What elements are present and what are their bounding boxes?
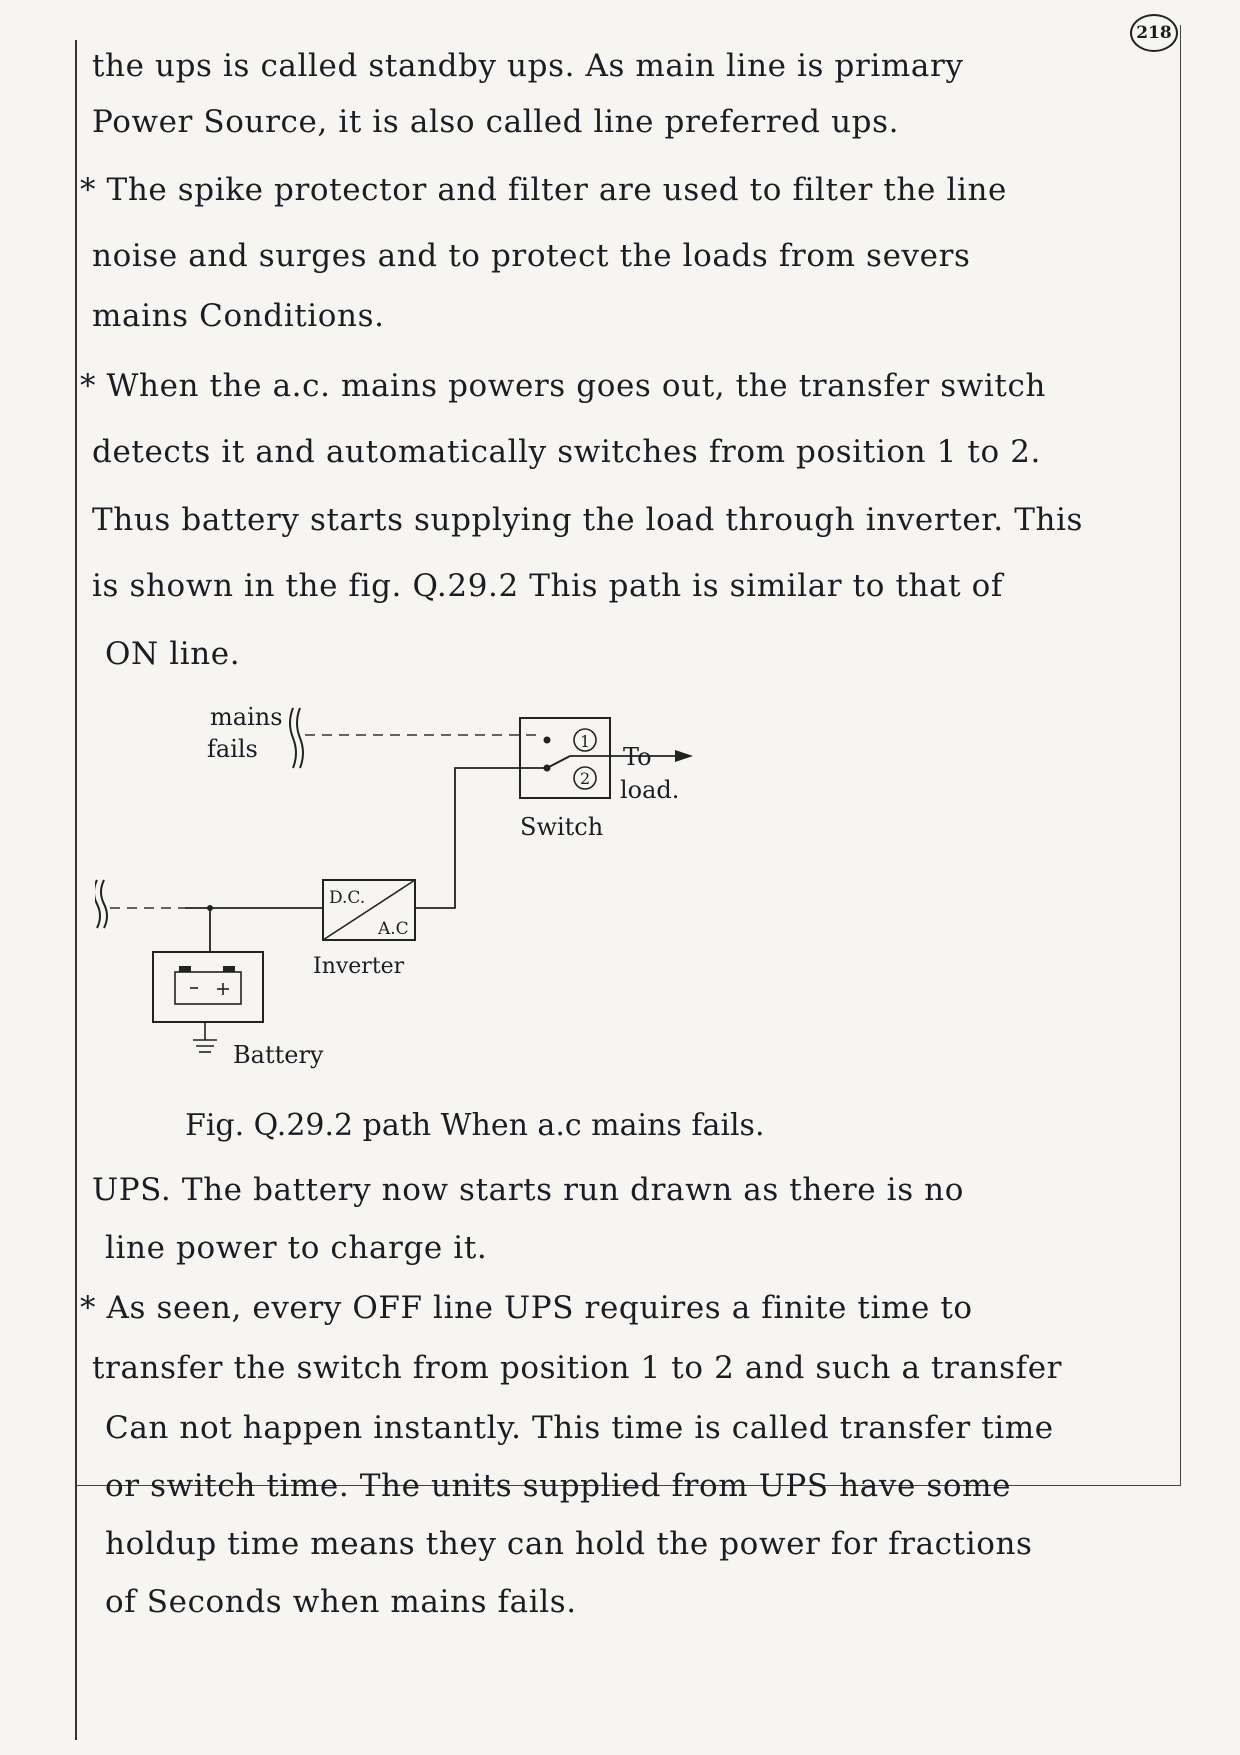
- text-line: ON line.: [105, 636, 241, 672]
- text-line: holdup time means they can hold the power for fractions: [105, 1526, 1033, 1562]
- ups-path-diagram: [95, 690, 855, 1090]
- text-line: Power Source, it is also called line preferred ups.: [92, 104, 900, 140]
- switch-pos-2: 2: [580, 769, 591, 788]
- mains-symbol: [290, 708, 296, 768]
- text-line: Can not happen instantly. This time is called transfer time: [105, 1410, 1054, 1446]
- text-line: the ups is called standby ups. As main line is primary: [92, 48, 964, 84]
- battery-terminal: [179, 966, 191, 972]
- battery-label: Battery: [233, 1041, 324, 1069]
- text-line: line power to charge it.: [105, 1230, 488, 1266]
- text-line: or switch time. The units supplied from UPS have some: [105, 1468, 1012, 1504]
- load-label: load.: [620, 776, 680, 804]
- text-line: UPS. The battery now starts run drawn as there is no: [92, 1172, 964, 1208]
- page-number: 218: [1130, 14, 1178, 52]
- switch-contact: [544, 737, 551, 744]
- figure-caption: Fig. Q.29.2 path When a.c mains fails.: [185, 1108, 765, 1143]
- output-arrow: [675, 750, 693, 762]
- text-line: Thus battery starts supplying the load through inverter. This: [92, 502, 1084, 538]
- mains-input-symbol: [95, 880, 100, 928]
- mains-input-symbol: [101, 880, 107, 928]
- switch-arm: [547, 756, 570, 768]
- switch-pos-1: 1: [580, 732, 591, 751]
- fails-label: fails: [207, 735, 258, 763]
- text-line: * The spike protector and filter are used to filter the line: [80, 172, 1007, 208]
- inverter-label: Inverter: [313, 954, 405, 979]
- to-label: To: [623, 743, 652, 771]
- text-line: detects it and automatically switches from position 1 to 2.: [92, 434, 1041, 470]
- text-line: noise and surges and to protect the loads from severs: [92, 238, 971, 274]
- inverter-dc: D.C.: [329, 888, 366, 908]
- mains-symbol: [297, 708, 303, 768]
- battery-housing: [153, 952, 263, 1022]
- text-line: transfer the switch from position 1 to 2 and such a transfer: [92, 1350, 1063, 1386]
- text-line: mains Conditions.: [92, 298, 385, 334]
- text-line: of Seconds when mains fails.: [105, 1584, 577, 1620]
- text-line: is shown in the fig. Q.29.2 This path is similar to that of: [92, 568, 1003, 604]
- mains-label: mains: [210, 703, 283, 731]
- switch-label: Switch: [520, 813, 604, 841]
- text-line: * When the a.c. mains powers goes out, the transfer switch: [80, 368, 1046, 404]
- inverter-ac: A.C: [378, 919, 409, 939]
- battery-terminal: [223, 966, 235, 972]
- battery-cell: [175, 972, 241, 1004]
- text-line: * As seen, every OFF line UPS requires a finite time to: [80, 1290, 973, 1326]
- right-border-line: [1180, 25, 1181, 1485]
